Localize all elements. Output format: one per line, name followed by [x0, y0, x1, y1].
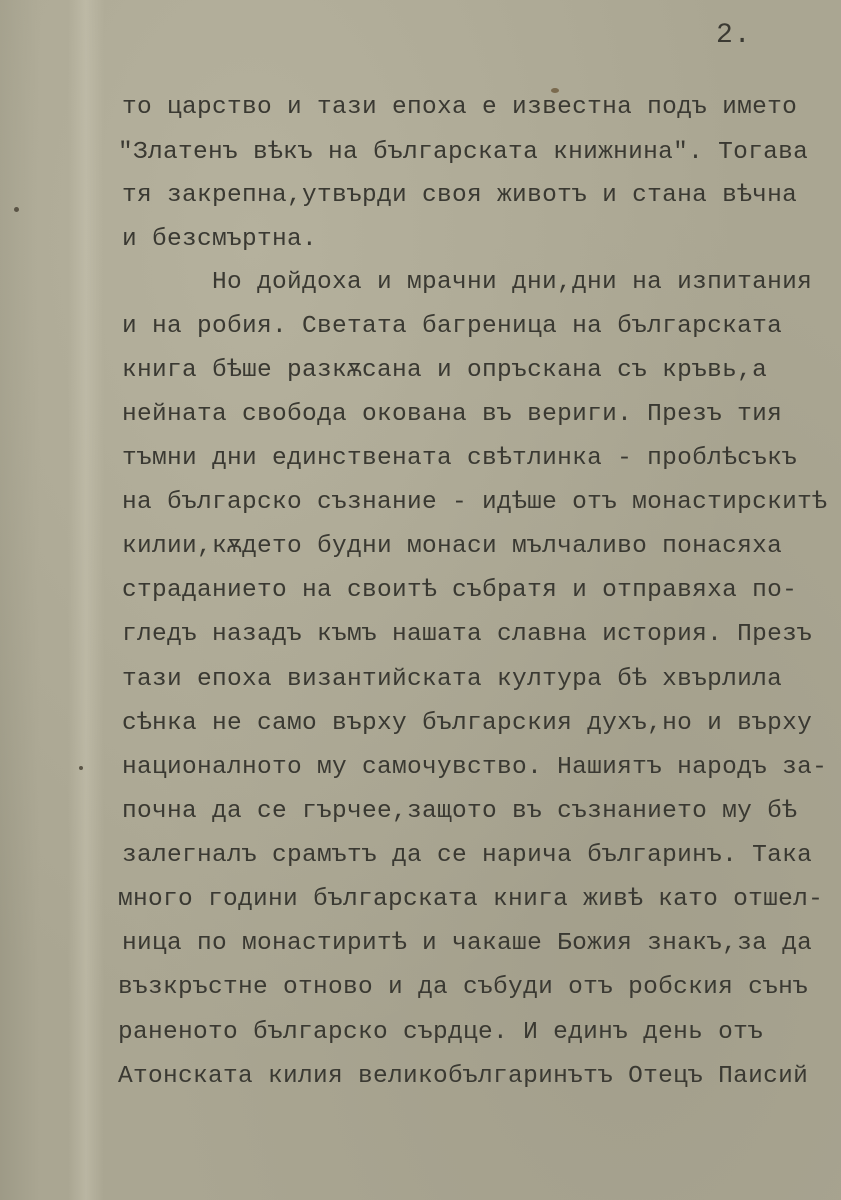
- text-line: и на робия. Светата багреница на българската: [122, 313, 783, 340]
- text-line: страданието на своитѣ събратя и отправяха по-: [122, 577, 798, 604]
- text-line: гледъ назадъ къмъ нашата славна история. Презъ: [122, 621, 813, 648]
- text-line: то царство и тази епоха е известна подъ името: [122, 94, 798, 121]
- text-line: ница по монастиритѣ и чакаше Божия знакъ,за да: [122, 930, 813, 957]
- text-line: килии,кѫдето будни монаси мълчаливо понасяха: [122, 533, 783, 560]
- text-line: сѣнка не само върху българския духъ,но и върху: [122, 710, 813, 737]
- text-line: нейната свобода окована въ вериги. Презъ тия: [122, 401, 783, 428]
- text-line: книга бѣше разкѫсана и опръскана съ кръвь,а: [122, 357, 768, 384]
- text-line: тя закрепна,утвърди своя животъ и стана вѣчна: [122, 182, 798, 209]
- text-line: много години българската книга живѣ като отшел-: [118, 886, 824, 913]
- paper-speck: [14, 207, 19, 212]
- text-line: на българско съзнание - идѣше отъ монастирскитѣ: [122, 489, 828, 516]
- text-line: възкръстне отново и да събуди отъ робския сънъ: [118, 974, 809, 1001]
- page-number: 2.: [716, 20, 752, 51]
- text-line: Но дойдоха и мрачни дни,дни на изпитания: [212, 269, 813, 296]
- text-line: почна да се гърчее,защото въ съзнанието му бѣ: [122, 798, 798, 825]
- paper-speck: [79, 766, 83, 770]
- text-line: залегналъ срамътъ да се нарича българинъ. Така: [122, 842, 813, 869]
- paper-speck: [551, 88, 559, 93]
- text-line: Атонската килия великобългаринътъ Отецъ Паисий: [118, 1063, 809, 1090]
- text-line: и безсмъртна.: [122, 226, 318, 253]
- text-line: "Златенъ вѣкъ на българската книжнина". Тогава: [118, 139, 809, 166]
- text-line: раненото българско сърдце. И единъ день отъ: [118, 1019, 764, 1046]
- text-line: тъмни дни единствената свѣтлинка - проблѣсъкъ: [122, 445, 798, 472]
- text-line: националното му самочувство. Нашиятъ народъ за-: [122, 754, 828, 781]
- text-line: тази епоха византийската култура бѣ хвърлила: [122, 666, 783, 693]
